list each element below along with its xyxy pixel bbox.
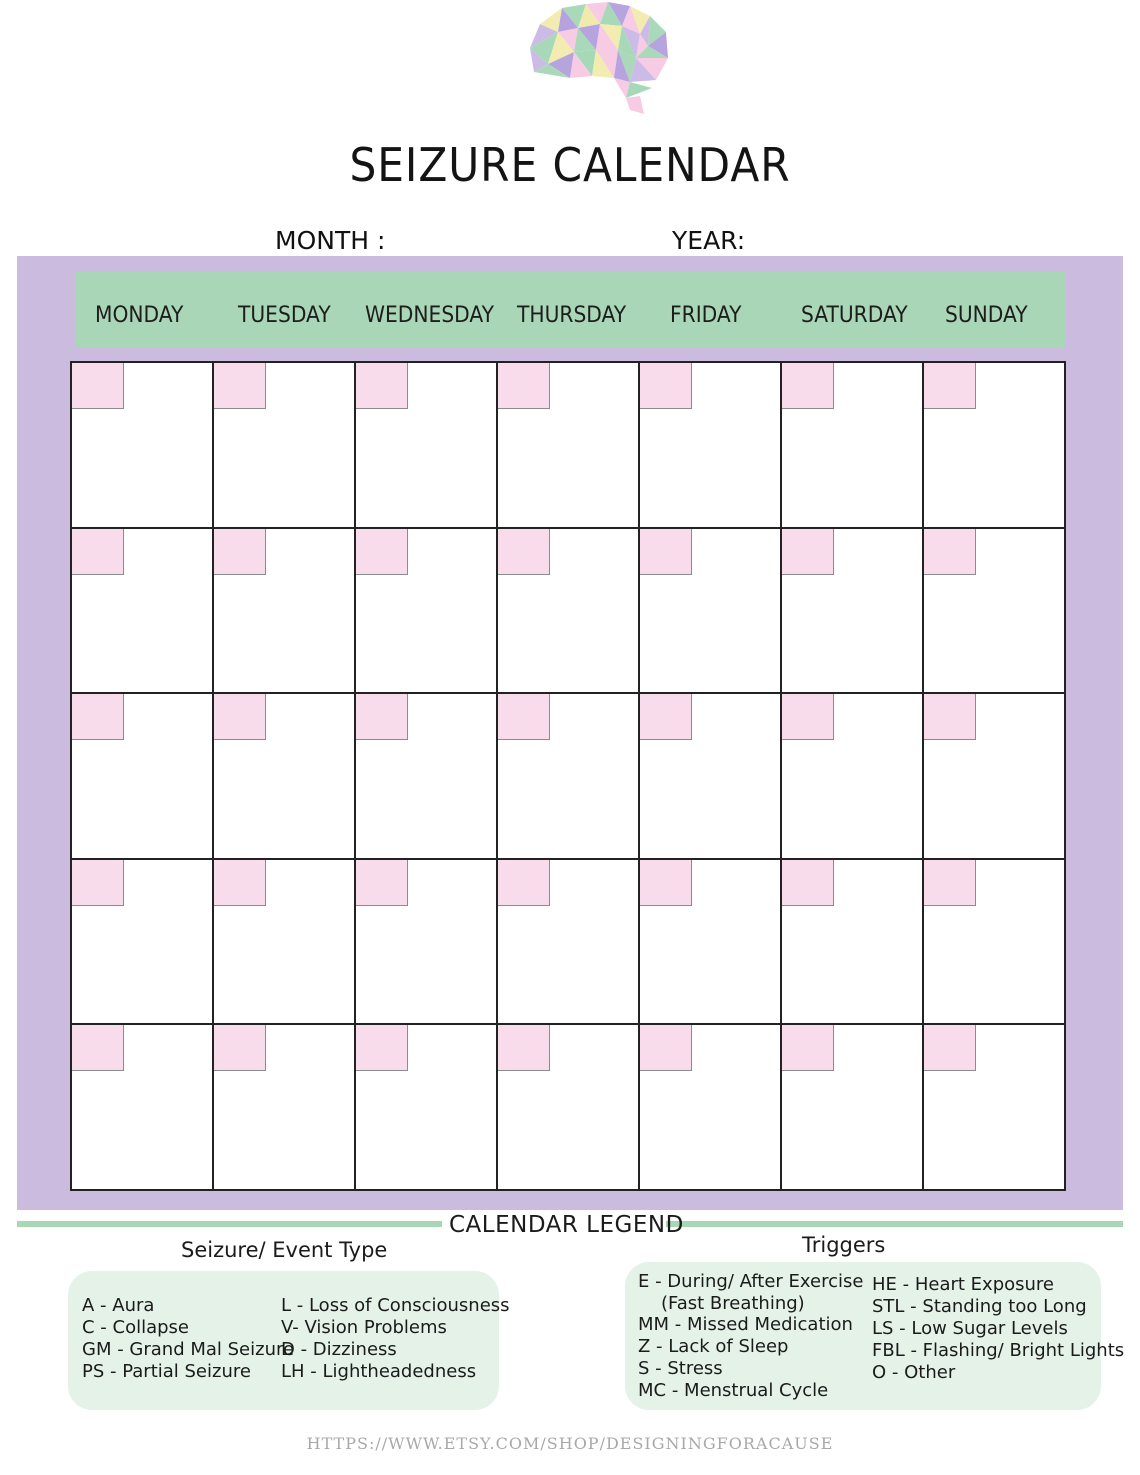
legend-item: (Fast Breathing) xyxy=(661,1293,805,1314)
date-number-box[interactable] xyxy=(782,529,834,575)
date-number-box[interactable] xyxy=(498,694,550,740)
date-number-box[interactable] xyxy=(924,860,976,906)
legend-item: L - Loss of Consciousness xyxy=(281,1295,510,1316)
legend-item: GM - Grand Mal Seizure xyxy=(82,1339,295,1360)
date-number-box[interactable] xyxy=(214,1025,266,1071)
date-number-box[interactable] xyxy=(356,363,408,409)
calendar-day-cell[interactable] xyxy=(640,694,782,860)
calendar-day-cell[interactable] xyxy=(640,529,782,695)
legend-item: PS - Partial Seizure xyxy=(82,1361,251,1382)
calendar-day-cell[interactable] xyxy=(214,860,356,1026)
brain-logo-icon xyxy=(530,2,670,114)
legend-item: LH - Lightheadedness xyxy=(281,1361,477,1382)
date-number-box[interactable] xyxy=(640,529,692,575)
event-type-heading: Seizure/ Event Type xyxy=(181,1238,388,1262)
date-number-box[interactable] xyxy=(782,363,834,409)
calendar-day-cell[interactable] xyxy=(924,529,1066,695)
date-number-box[interactable] xyxy=(356,529,408,575)
legend-item: HE - Heart Exposure xyxy=(872,1274,1054,1295)
date-number-box[interactable] xyxy=(498,1025,550,1071)
calendar-day-cell[interactable] xyxy=(640,1025,782,1191)
calendar-day-cell[interactable] xyxy=(782,1025,924,1191)
date-number-box[interactable] xyxy=(498,529,550,575)
date-number-box[interactable] xyxy=(782,1025,834,1071)
calendar-day-cell[interactable] xyxy=(214,529,356,695)
legend-title: CALENDAR LEGEND xyxy=(449,1212,684,1238)
page-title: SEIZURE CALENDAR xyxy=(349,138,791,192)
weekday-thursday: THURSDAY xyxy=(517,303,627,328)
date-number-box[interactable] xyxy=(72,1025,124,1071)
date-number-box[interactable] xyxy=(640,694,692,740)
calendar-day-cell[interactable] xyxy=(214,363,356,529)
date-number-box[interactable] xyxy=(214,694,266,740)
calendar-day-cell[interactable] xyxy=(356,1025,498,1191)
footer-url: HTTPS://WWW.ETSY.COM/SHOP/DESIGNINGFORACAUSE xyxy=(306,1434,834,1453)
legend-item: A - Aura xyxy=(82,1295,155,1316)
date-number-box[interactable] xyxy=(72,363,124,409)
calendar-day-cell[interactable] xyxy=(356,529,498,695)
calendar-day-cell[interactable] xyxy=(924,860,1066,1026)
weekday-sunday: SUNDAY xyxy=(945,303,1028,328)
legend-item: MC - Menstrual Cycle xyxy=(638,1380,829,1401)
date-number-box[interactable] xyxy=(924,1025,976,1071)
legend-item: D - Dizziness xyxy=(281,1339,397,1360)
calendar-day-cell[interactable] xyxy=(356,860,498,1026)
calendar-day-cell[interactable] xyxy=(782,860,924,1026)
calendar-day-cell[interactable] xyxy=(214,1025,356,1191)
date-number-box[interactable] xyxy=(72,694,124,740)
calendar-day-cell[interactable] xyxy=(640,860,782,1026)
date-number-box[interactable] xyxy=(72,860,124,906)
calendar-day-cell[interactable] xyxy=(214,694,356,860)
legend-item: O - Other xyxy=(872,1362,956,1383)
legend-divider-right xyxy=(666,1221,1123,1227)
legend-item: S - Stress xyxy=(638,1358,723,1379)
legend-divider-left xyxy=(17,1221,442,1227)
date-number-box[interactable] xyxy=(356,1025,408,1071)
calendar-day-cell[interactable] xyxy=(72,694,214,860)
triggers-heading: Triggers xyxy=(802,1233,886,1257)
calendar-day-cell[interactable] xyxy=(782,529,924,695)
weekday-saturday: SATURDAY xyxy=(801,303,908,328)
date-number-box[interactable] xyxy=(214,529,266,575)
calendar-day-cell[interactable] xyxy=(498,1025,640,1191)
date-number-box[interactable] xyxy=(356,694,408,740)
calendar-day-cell[interactable] xyxy=(924,1025,1066,1191)
legend-item: C - Collapse xyxy=(82,1317,189,1338)
date-number-box[interactable] xyxy=(356,860,408,906)
date-number-box[interactable] xyxy=(924,529,976,575)
weekday-wednesday: WEDNESDAY xyxy=(365,303,495,328)
calendar-day-cell[interactable] xyxy=(782,363,924,529)
calendar-day-cell[interactable] xyxy=(924,363,1066,529)
date-number-box[interactable] xyxy=(214,860,266,906)
date-number-box[interactable] xyxy=(72,529,124,575)
date-number-box[interactable] xyxy=(498,363,550,409)
legend-item: V- Vision Problems xyxy=(281,1317,447,1338)
date-number-box[interactable] xyxy=(924,363,976,409)
legend-item: LS - Low Sugar Levels xyxy=(872,1318,1068,1339)
legend-item: STL - Standing too Long xyxy=(872,1296,1087,1317)
calendar-day-cell[interactable] xyxy=(782,694,924,860)
calendar-day-cell[interactable] xyxy=(72,1025,214,1191)
calendar-day-cell[interactable] xyxy=(498,860,640,1026)
date-number-box[interactable] xyxy=(640,363,692,409)
calendar-day-cell[interactable] xyxy=(356,694,498,860)
month-label: MONTH : xyxy=(275,226,386,255)
date-number-box[interactable] xyxy=(782,860,834,906)
legend-item: E - During/ After Exercise xyxy=(638,1271,864,1292)
legend-item: FBL - Flashing/ Bright Lights xyxy=(872,1340,1125,1361)
calendar-day-cell[interactable] xyxy=(498,529,640,695)
calendar-day-cell[interactable] xyxy=(72,529,214,695)
calendar-day-cell[interactable] xyxy=(72,860,214,1026)
weekday-tuesday: TUESDAY xyxy=(238,303,331,328)
weekday-friday: FRIDAY xyxy=(670,303,742,328)
calendar-day-cell[interactable] xyxy=(498,694,640,860)
calendar-day-cell[interactable] xyxy=(356,363,498,529)
date-number-box[interactable] xyxy=(640,1025,692,1071)
legend-item: Z - Lack of Sleep xyxy=(638,1336,789,1357)
calendar-day-cell[interactable] xyxy=(640,363,782,529)
calendar-day-cell[interactable] xyxy=(72,363,214,529)
calendar-day-cell[interactable] xyxy=(498,363,640,529)
date-number-box[interactable] xyxy=(782,694,834,740)
calendar-day-cell[interactable] xyxy=(924,694,1066,860)
date-number-box[interactable] xyxy=(498,860,550,906)
date-number-box[interactable] xyxy=(214,363,266,409)
year-label: YEAR: xyxy=(672,226,746,255)
calendar-grid xyxy=(70,361,1066,1191)
weekday-monday: MONDAY xyxy=(95,303,184,328)
date-number-box[interactable] xyxy=(640,860,692,906)
date-number-box[interactable] xyxy=(924,694,976,740)
legend-item: MM - Missed Medication xyxy=(638,1314,853,1335)
